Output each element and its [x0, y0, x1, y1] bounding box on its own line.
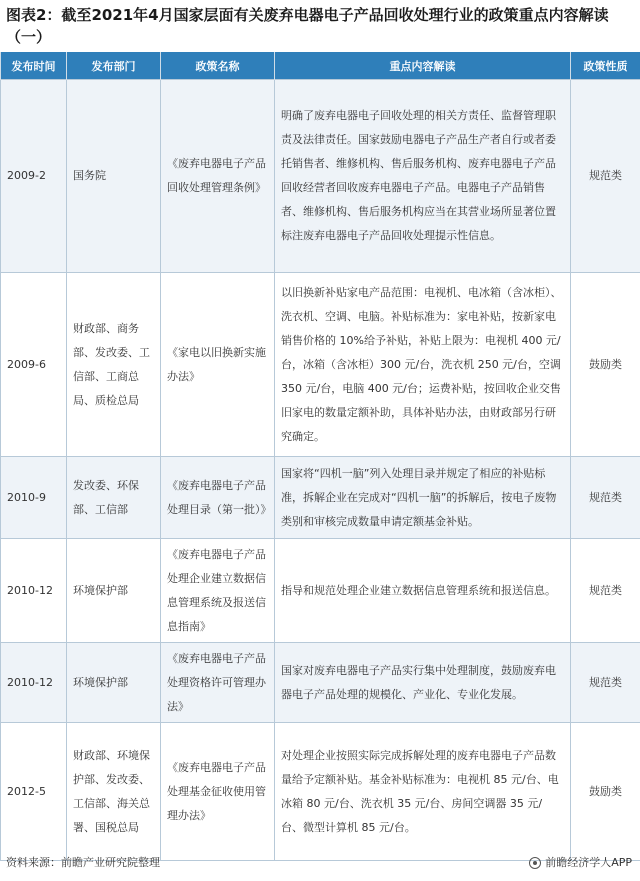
- cell-dept: 环境保护部: [67, 643, 161, 723]
- cell-date: 2010-12: [1, 539, 67, 643]
- cell-policy-name: 《废弃电器电子产品处理企业建立数据信息管理系统及报送信息指南》: [161, 539, 275, 643]
- cell-type: 规范类: [571, 457, 640, 539]
- cell-dept: 环境保护部: [67, 539, 161, 643]
- cell-date: 2010-12: [1, 643, 67, 723]
- cell-date: 2012-5: [1, 723, 67, 861]
- cell-type: 鼓励类: [571, 723, 640, 861]
- qianzhan-logo-icon: [529, 857, 541, 869]
- policy-table: [0, 52, 640, 861]
- cell-policy-name: 《废弃电器电子产品处理资格许可管理办法》: [161, 643, 275, 723]
- brand-label: 前瞻经济学人APP: [545, 856, 632, 869]
- table-row: [1, 457, 640, 539]
- cell-type: 规范类: [571, 643, 640, 723]
- source-note: 资料来源：前瞻产业研究院整理: [6, 856, 160, 869]
- table-row: [1, 643, 640, 723]
- cell-date: 2009-2: [1, 80, 67, 273]
- table-row: [1, 723, 640, 861]
- cell-content: 对处理企业按照实际完成拆解处理的废弃电器电子产品数量给予定额补贴。基金补贴标准为：电视机 85 元/台、电冰箱 80 元/台、洗衣机 35 元/台、房间空调器 35 元/台、微型计算机 85 元/台。: [275, 723, 571, 861]
- brand-footer: [529, 853, 632, 873]
- table-row: [1, 80, 640, 273]
- cell-type: 规范类: [571, 80, 640, 273]
- cell-date: 2009-6: [1, 273, 67, 457]
- header-type: 政策性质: [571, 52, 640, 80]
- cell-content: 国家对废弃电器电子产品实行集中处理制度，鼓励废弃电器电子产品处理的规模化、产业化、专业化发展。: [275, 643, 571, 723]
- cell-type: 鼓励类: [571, 273, 640, 457]
- table-header-row: [1, 52, 640, 80]
- header-content: 重点内容解读: [275, 52, 571, 80]
- cell-content: 指导和规范处理企业建立数据信息管理系统和报送信息。: [275, 539, 571, 643]
- cell-type: 规范类: [571, 539, 640, 643]
- cell-content: 国家将“四机一脑”列入处理目录并规定了相应的补贴标准，拆解企业在完成对“四机一脑”的拆解后，按电子废物类别和审核完成数量申请定额基金补贴。: [275, 457, 571, 539]
- cell-policy-name: 《废弃电器电子产品回收处理管理条例》: [161, 80, 275, 273]
- header-date: 发布时间: [1, 52, 67, 80]
- cell-dept: 财政部、环境保护部、发改委、工信部、海关总署、国税总局: [67, 723, 161, 861]
- cell-dept: 国务院: [67, 80, 161, 273]
- table-row: [1, 539, 640, 643]
- page-title: 图表2：截至2021年4月国家层面有关废弃电器电子产品回收处理行业的政策重点内容解读（一）: [6, 6, 609, 46]
- table-row: [1, 273, 640, 457]
- header-name: 政策名称: [161, 52, 275, 80]
- cell-policy-name: 《废弃电器电子产品处理目录（第一批）》: [161, 457, 275, 539]
- header-dept: 发布部门: [67, 52, 161, 80]
- cell-policy-name: 《家电以旧换新实施办法》: [161, 273, 275, 457]
- cell-dept: 财政部、商务部、发改委、工信部、工商总局、质检总局: [67, 273, 161, 457]
- cell-policy-name: 《废弃电器电子产品处理基金征收使用管理办法》: [161, 723, 275, 861]
- cell-date: 2010-9: [1, 457, 67, 539]
- cell-content: 以旧换新补贴家电产品范围：电视机、电冰箱（含冰柜）、洗衣机、空调、电脑。补贴标准为：家电补贴，按新家电销售价格的 10%给予补贴，补贴上限为：电视机 400 元/台，冰箱（含冰柜）300 元/台，洗衣机 250 元/台，空调 350 元/台，电脑 400 元/台；运费补贴，按回收企业交售旧家电的数量定额补助，具体补贴办法，由财政部另行研究确定。: [275, 273, 571, 457]
- cell-content: 明确了废弃电器电子回收处理的相关方责任、监督管理职责及法律责任。国家鼓励电器电子产品生产者自行或者委托销售者、维修机构、售后服务机构、废弃电器电子产品回收经营者回收废弃电器电子产品。电器电子产品销售者、维修机构、售后服务机构应当在其营业场所显著位置标注废弃电器电子产品回收处理提示性信息。: [275, 80, 571, 273]
- cell-dept: 发改委、环保部、工信部: [67, 457, 161, 539]
